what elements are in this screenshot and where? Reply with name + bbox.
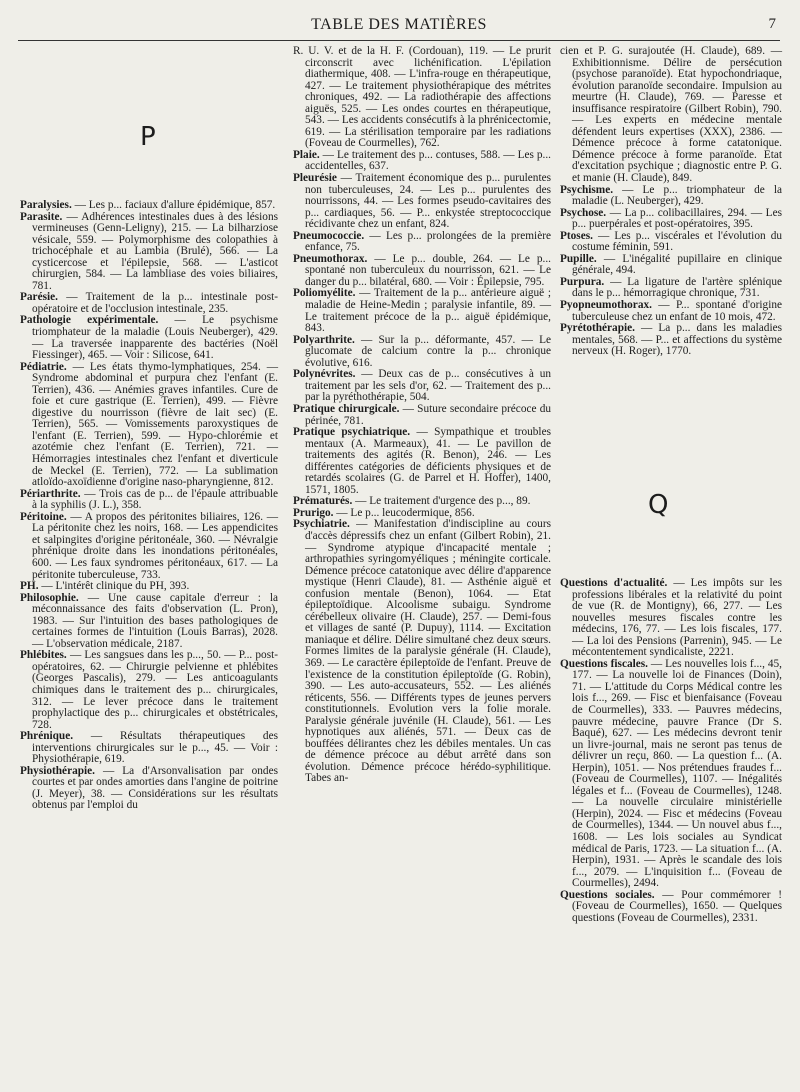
index-entry xyxy=(293,288,551,334)
index-entry-text: — Sympathique et troubles mentaux (A. Marmeaux), 41. — Le pavillon de traitements des agités (R. Benon), 246. — Les différentes catégories de déficients physiques et de retardés scolaires (G. de Parrel et H. Hoffer), 1400, 1571, 1805. xyxy=(305,426,551,496)
index-entry xyxy=(560,300,782,323)
index-entry xyxy=(560,578,782,659)
index-column-3 xyxy=(560,46,782,358)
page-header xyxy=(18,14,780,42)
index-entry-heading: Plaie. xyxy=(293,148,320,161)
index-entry-heading: Psychiatrie. xyxy=(293,518,350,531)
index-entry-text: — La d'Arsonvalisation par ondes courtes et par ondes amorties dans l'angine de poitrine (J. Meyer), 38. — Considérations sur les résultats obtenus par l'emploi du xyxy=(32,764,278,812)
index-entry xyxy=(293,173,551,231)
index-entry xyxy=(293,335,551,370)
index-entry xyxy=(293,150,551,173)
letter-heading-p: P xyxy=(140,122,156,152)
index-entry-text: — L'inégalité pupillaire en clinique générale, 494. xyxy=(572,252,782,277)
index-entry-heading: Péritoine. xyxy=(20,510,67,523)
index-entry-text: — Trois cas de p... de l'épaule attribuable à la syphilis (J. L.), 358. xyxy=(32,487,278,512)
index-entry xyxy=(20,362,278,489)
index-column-2 xyxy=(293,46,551,785)
index-entry xyxy=(560,208,782,231)
header-rule xyxy=(18,40,780,41)
letter-heading-q: Q xyxy=(648,490,669,520)
index-entry xyxy=(20,593,278,651)
index-entry-heading: Pyopneumothorax. xyxy=(560,299,652,312)
index-entry-heading: Pratique chirurgicale. xyxy=(293,402,400,415)
index-entry xyxy=(20,731,278,766)
index-entry-heading: Psychisme. xyxy=(560,183,614,196)
index-entry-heading: Questions sociales. xyxy=(560,888,655,901)
index-entry xyxy=(560,659,782,890)
index-column-q xyxy=(560,578,782,924)
index-entry-text: — Les états thymo-lymphatiques, 254. — Syndrome abdominal et purpura chez l'enfant (E. Terrien), 436. — Anémies graves infantiles. Cure de foie et cure gastrique (E. Terrien), 499. — Fièvre digestive du nourrisson (fièvre de lait sec) (E. Terrien), 565. — Vomissements paroxystiques de l'enfant (E. Terrien), 599. — Hypo-chlorémie et azotémie chez l'enfant (E. Terrien), 721. — Hémorragies intestinales chez l'enfant et diverticule de Meckel (E. Terrien), 772. — La sublimation atloïdo-axoïdienne d'origine naso-pharyngienne, 812. xyxy=(32,360,278,489)
index-entry-text: — La p... dans les maladies mentales, 568. — P... et affections du système nerveux (H. Roger), 1770. xyxy=(572,322,782,358)
index-entry-heading: PH. xyxy=(20,580,39,593)
index-entry xyxy=(20,512,278,581)
index-entry xyxy=(560,231,782,254)
page-number: 7 xyxy=(768,16,776,32)
index-entry-heading: Pleurésie xyxy=(293,172,337,185)
index-entry-text: — Les impôts sur les professions libérales et la relativité du point de vue (R. de Montigny), 66, 277. — Les nouvelles mesures fiscales contre les médecins, 176, 77. — Les lois fiscales, 177. — La loi des Pensions (Parrenin), 945. — Le mécontentement syndicaliste, 2221. xyxy=(572,577,783,659)
index-entry-text: — Suture secondaire précoce du périnée, 781. xyxy=(305,402,552,427)
index-entry-text: — Les sangsues dans les p..., 50. — P... post-opératoires, 62. — Chirurgie pelvienne et phlébites (Georges Pascalis), 279. — Les anticoagulants chimiques dans le traitement des p... chirurgicales, 312. — Le lever précoce dans le traitement prophylactique des p... chirurgicales et obstétricales, 728. xyxy=(32,649,278,731)
index-entry xyxy=(20,650,278,731)
index-entry-heading: Physiothérapie. xyxy=(20,764,95,777)
index-entry-text: — Les p... prolongées de la première enfance, 75. xyxy=(305,229,551,254)
index-entry-heading: Parasite. xyxy=(20,210,63,223)
index-entry xyxy=(20,766,278,812)
index-entry-heading: Prématurés. xyxy=(293,495,353,508)
index-entry-text: — Deux cas de p... consécutives à un traitement par les sels d'or, 62. — Traitement des p... par la pyréthothérapie, 504. xyxy=(305,368,551,404)
index-entry-heading: Paralysies. xyxy=(20,199,72,211)
index-entry-text: R. U. V. et de la H. F. (Cordouan), 119. — Le prurit circonscrit avec lichénification. L'épilation diathermique, 408. — L'infra-rouge en thérapeutique, 427. — Le traitement physiothérapique des métrites chroniques, 492. — La radiothérapie des affections aiguës, 525. — Les ondes courtes en thérapeutique, 543. — Les accidents consécutifs à la phrénicectomie, 619. — La stérilisation temporaire par les radiations (Foveau de Courmelles), 762. xyxy=(293,45,551,150)
index-entry xyxy=(293,519,551,785)
index-entry xyxy=(293,231,551,254)
index-entry xyxy=(293,404,551,427)
index-entry-heading: Polynévrites. xyxy=(293,368,356,381)
index-column-1 xyxy=(20,200,278,812)
index-entry xyxy=(20,315,278,361)
index-entry xyxy=(20,489,278,512)
index-entry-heading: Pupille. xyxy=(560,252,597,265)
index-entry-heading: Poliomyélite. xyxy=(293,287,356,300)
index-entry-text: cien et P. G. surajoutée (H. Claude), 689. — Exhibitionnisme. Délire de persécution (psychose paranoïde). Etat hypochondriaque, évolution paranoïde secondaire. Impulsion au meurtre (H. Claude), 769. — Paresse et insuffisance respiratoire (Gilbert Robin), 790. — Les experts en médecine mentale défendent leurs expertises (XXX), 2386. — Démence précoce à forme catatonique. Démence précoce à forme paranoïde. Etat d'excitation psychique ; diagnostic entre P. G. et manie (H. Claude), 849. xyxy=(560,45,782,185)
index-entry-text: — Les p... viscérales et l'évolution du costume féminin, 591. xyxy=(572,229,782,254)
index-entry-heading: Périarthrite. xyxy=(20,487,81,500)
index-entry-text: — Les p... faciaux d'allure épidémique, 857. xyxy=(71,199,276,211)
index-entry-heading: Pédiatrie. xyxy=(20,360,67,373)
index-entry-heading: Polyarthrite. xyxy=(293,333,355,346)
index-entry-text: — Traitement économique des p... purulentes non tuberculeuses, 24. — Les p... purulentes des nourrissons, 44. — Les formes pseudo-cavitaires des p... cardiaques, 56. — P... enkystée streptococcique récidivante chez un enfant, 824. xyxy=(305,172,551,231)
index-entry-heading: Pratique psychiatrique. xyxy=(293,426,411,439)
index-entry-heading: Phrénique. xyxy=(20,730,74,743)
index-entry xyxy=(560,254,782,277)
index-entry-text: — Traitement de la p... intestinale post-opératoire et de l'occlusion intestinale, 235. xyxy=(32,291,278,315)
index-entry-heading: Philosophie. xyxy=(20,591,79,604)
index-entry-heading: Pneumococcie. xyxy=(293,229,365,242)
index-entry-text: — La p... colibacillaires, 294. — Les p... puerpérales et post-opératoires, 395. xyxy=(572,206,782,231)
index-entry-heading: Parésie. xyxy=(20,291,58,304)
index-entry xyxy=(560,185,782,208)
index-entry xyxy=(20,292,278,315)
index-entry-heading: Pneumothorax. xyxy=(293,252,368,265)
index-entry-heading: Psychose. xyxy=(560,206,607,219)
index-entry xyxy=(560,323,782,358)
index-entry xyxy=(560,277,782,300)
index-entry-heading: Pyrétothérapie. xyxy=(560,322,635,335)
index-entry-text: — L'intérêt clinique du PH, 393. xyxy=(38,580,190,593)
index-entry-text: — Le p... triomphateur de la maladie (L. Neuberger), 429. xyxy=(572,183,782,208)
index-entry-heading: Ptoses. xyxy=(560,229,593,242)
index-entry xyxy=(293,427,551,496)
index-entry-heading: Pathologie expérimentale. xyxy=(20,314,159,327)
index-entry xyxy=(293,254,551,289)
index-entry-text: — Le traitement d'urgence des p..., 89. xyxy=(352,495,531,508)
index-entry-text: — Adhérences intestinales dues à des lésions vermineuses (Genn-Leligny), 215. — La bilharziose vésicale, 559. — Polymorphisme des colopathies à trichocéphale et au Lambia (Brulé), 566. — La cysticercose et l'épilepsie, 568. — L'asticot chirurgien, 584. — La lambliase des voies biliaires, 781. xyxy=(32,210,278,292)
index-entry-text: — Résultats thérapeutiques des interventions chirurgicales sur le p..., 45. — Voir : Physiothérapie, 619. xyxy=(32,730,278,766)
index-entry-text: — Manifestation d'indiscipline au cours d'accès dépressifs chez un enfant (Gilbert Robin), 21. — Syndrome atypique d'incapacité mentale ; arthropathies syringomyéliques ; méningite corticale. Démence précoce catatonique avec délire d'apparence mystique (Henri Claude), 81. — Asthénie aiguë et confusion mentale (Benon), 1064. — Etat épileptoïdique. Alcoolisme subaigu. Syndrome cérébelleux olivaire (H. Claude), 257. — Demi-fous et villages de santé (P. Dupuy), 1114. — Excitation maniaque et délire. Délire simultané chez deux sœurs. Formes limites de la paralysie générale (H. Claude), 369. — Le caractère épileptoïde de l'enfant. Preuve de l'existence de la constitution épileptoïde (G. Robin), 390. — Les auto-accusateurs, 552. — Les aliénés réticents, 556. — Différents types de jeunes pervers constitutionnels. Evolution vers la folie morale. Paralysie générale juvénile (H. Claude), 561. — Les hypnotiques aux aliénés, 571. — Deux cas de bouffées délirantes chez les débiles mentales. Un cas de démence précoce au début arrêté dans son évolution. Démence précoce hérédo-syphilitique. Tabes an- xyxy=(305,518,551,785)
index-entry-text: — Sur la p... déformante, 457. — Le glucomate de calcium contre la p... chronique évolutive, 616. xyxy=(305,333,551,369)
index-entry-text: — Le traitement des p... contuses, 588. — Les p... accidentelles, 637. xyxy=(305,148,551,173)
index-entry xyxy=(293,369,551,404)
index-entry-heading: Questions fiscales. xyxy=(560,657,648,670)
index-entry xyxy=(560,890,782,925)
index-entry-heading: Prurigo. xyxy=(293,506,334,519)
index-entry-heading: Purpura. xyxy=(560,275,605,288)
index-entry-text: — Le p... double, 264. — Le p... spontané non tuberculeux du nourrisson, 621. — Le danger du p... bilatéral, 680. — Voir : Épilepsie, 795. xyxy=(305,252,551,288)
index-entry-heading: Questions d'actualité. xyxy=(560,577,668,589)
index-entry-text: — A propos des péritonites biliaires, 126. — La péritonite chez les noirs, 168. — Les appendicites et salpingites d'origine péritonéale, 360. — Névralgie phrénique droite dans les inondations péritonéales, 600. — Les faux syndromes péritonéaux, 617. — La péritonite tuberculeuse, 733. xyxy=(32,510,278,581)
index-entry-text: — Pour commémorer ! (Foveau de Courmelles), 1650. — Quelques questions (Foveau de Courmelles), 2331. xyxy=(572,888,782,924)
index-entry-text: — Le psychisme triomphateur de la maladie (Louis Neuberger), 429. — La traversée inapparente des bactéries (Noël Fiessinger), 465. — Voir : Silicose, 641. xyxy=(32,314,278,362)
index-entry-text: — Le p... leucodermique, 856. xyxy=(333,506,475,519)
index-entry xyxy=(560,46,782,185)
index-entry xyxy=(293,46,551,150)
page-title: TABLE DES MATIÈRES xyxy=(311,16,487,33)
index-entry-text: — Les nouvelles lois f..., 45, 177. — La nouvelle loi de Finances (Doin), 71. — L'attitude du Corps Médical contre les lois f..., 269. — Fisc et bienfaisance (Foveau de Courmelles), 333. — Pauvres médecins, pauvre médecine, pauvre France (Dr S. Baqué), 627. — Les médecins devront tenir un livre-journal, mais ne seront pas tenus de délivrer un reçu, 860. — La question f... (A. Herpin), 1051. — Nos prétendues fraudes f... (Foveau de Courmelles), 1107. — Inégalités légales et f... (Foveau de Courmelles), 1248. — La nouvelle circulaire ministérielle (Herpin), 2024. — Fisc et médecins (Foveau de Courmelles), 1344. — Un nouvel abus f..., 1608. — Les lois sociales au Syndicat médical de Paris, 1723. — La situation f... (A. Herpin), 1931. — Après le scandale des lois f..., 2079. — L'inquisition f... (Foveau de Courmelles), 2494. xyxy=(572,657,782,890)
index-entry-heading: Phlébites. xyxy=(20,649,67,662)
index-entry-text: — Une cause capitale d'erreur : la méconnaissance des faits d'observation (L. Pron), 1983. — Sur l'intuition des bases pathologiques de certaines formes de l'intuition (Louis Barras), 2028. — L'observation médicale, 2187. xyxy=(32,591,278,650)
index-entry xyxy=(20,212,278,293)
index-entry-text: — P... spontané d'origine tuberculeuse chez un enfant de 10 mois, 472. xyxy=(572,299,782,323)
index-entry-text: — La ligature de l'artère splénique dans le p... hémorragique chronique, 731. xyxy=(572,275,782,300)
index-entry-text: — Traitement de la p... antérieure aiguë ; maladie de Heine-Medin ; paralysie infantile, 89. — Le traitement précoce de la p... aiguë épidémique, 843. xyxy=(305,287,551,335)
